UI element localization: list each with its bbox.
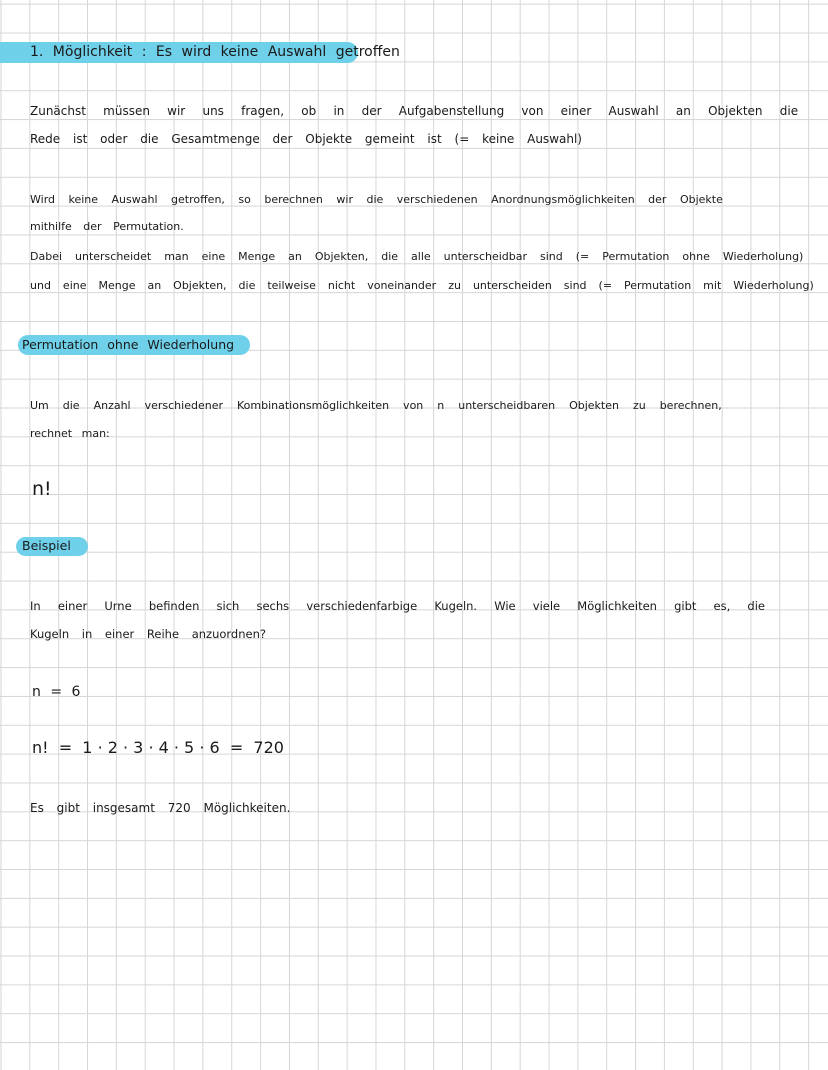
heading-example: Beispiel bbox=[22, 538, 71, 553]
example-line-1: In einer Urne befinden sich sechs verschiedenfarbige Kugeln. Wie viele Möglichkeiten gibt es, die bbox=[30, 599, 766, 613]
example-calculation: n! = 1 · 2 · 3 · 4 · 5 · 6 = 720 bbox=[32, 738, 284, 757]
explain-line-4: und eine Menge an Objekten, die teilweise nicht voneinander zu unterscheiden sind (= Permutation mit Wiederholung) bbox=[30, 279, 814, 292]
rule-formula: n! bbox=[32, 478, 52, 500]
example-line-2: Kugeln in einer Reihe anzuordnen? bbox=[30, 627, 266, 641]
example-given: n = 6 bbox=[32, 684, 81, 700]
explain-line-2: mithilfe der Permutation. bbox=[30, 220, 184, 233]
explain-line-1: Wird keine Auswahl getroffen, so berechnen wir die verschiedenen Anordnungsmöglichkeiten der Objekte bbox=[30, 193, 723, 206]
rule-line-1: Um die Anzahl verschiedener Kombinationsmöglichkeiten von n unterscheidbaren Objekten zu berechnen, bbox=[30, 399, 722, 412]
rule-line-2: rechnet man: bbox=[30, 427, 110, 440]
heading-possibility-1: 1. Möglichkeit : Es wird keine Auswahl getroffen bbox=[30, 44, 400, 60]
intro-line-1: Zunächst müssen wir uns fragen, ob in der Aufgabenstellung von einer Auswahl an Objekten die bbox=[30, 104, 799, 118]
heading-permutation: Permutation ohne Wiederholung bbox=[22, 337, 235, 352]
intro-line-2: Rede ist oder die Gesamtmenge der Objekte gemeint ist (= keine Auswahl) bbox=[30, 132, 582, 146]
explain-line-3: Dabei unterscheidet man eine Menge an Objekten, die alle unterscheidbar sind (= Permutation ohne Wiederholung) bbox=[30, 250, 804, 263]
example-result: Es gibt insgesamt 720 Möglichkeiten. bbox=[30, 801, 291, 815]
